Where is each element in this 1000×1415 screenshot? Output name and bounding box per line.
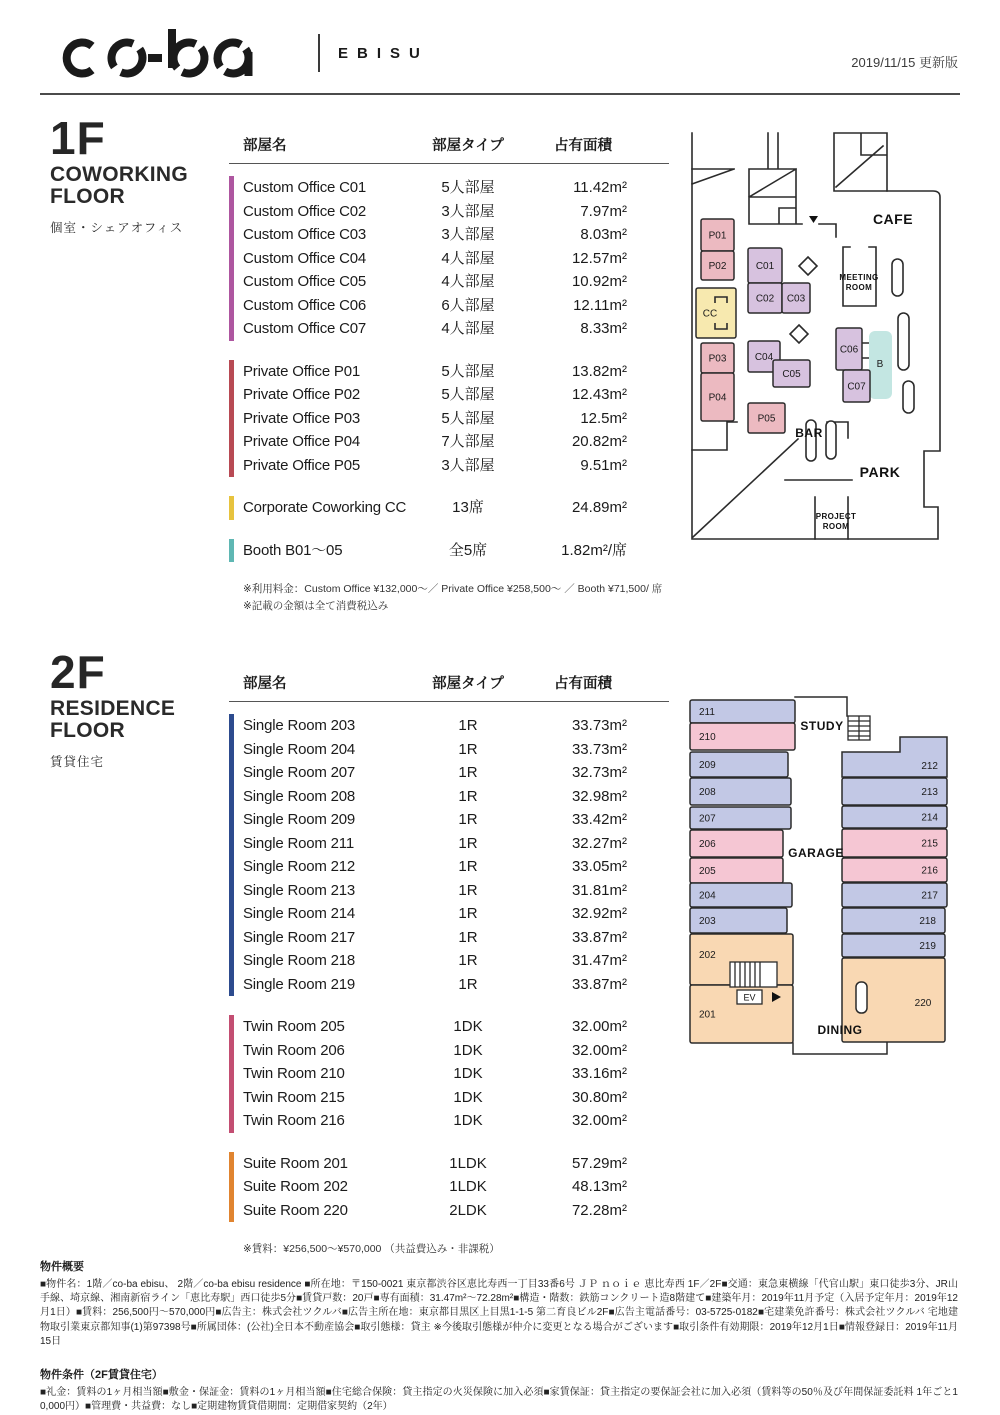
room-type: 1R (458, 952, 478, 969)
room-label-216: 216 (921, 865, 938, 877)
table-row (243, 949, 669, 973)
table-row (243, 176, 669, 200)
room-name: Single Room 209 (243, 811, 356, 828)
property-overview-body: ■物件名：1階／co-ba ebisu、 2階／co-ba ebisu residence ■所在地：〒150-0021 東京都渋谷区恵比寿西一丁目33番6号 ＪＰ ｎｏｉｅ 恵比寿西 1F／2F■交通：東急東横線「代官山駅」東口徒歩3分、JR山手線、埼京線、湘南新宿ライン「恵比寿駅」西口徒歩5分■賃貸戸数：20戸■専有面積：31.47m²〜72.28m²■構造・階数：鉄筋コンクリート造8階建て■建築年月：2019年11月予定（入居予定年月：2019年12月1日）■賃料：256,500円〜570,000円■広告主：株式会社ツクルバ■広告主所在地：東京都目黒区上目黒1-1-5 第二育良ビル2F■広告主電話番号：03-5725-0182■宅建業免許番号：株式会社ツクルバ 宅地建物取引業東京都知事(1)第97398号■所属団体：(公社)全日本不動産協会■取引態様：貸主 ※今後取引態様が仲介に変更となる場合がございます■取引条件有効期限：2019年12月1日■情報登録日：2019年11月15日 (40, 1279, 958, 1347)
elevator-label: EV (743, 992, 756, 1003)
room-area: 8.33m² (580, 320, 627, 337)
table-row (243, 360, 669, 384)
floor1-title-line2: FLOOR (50, 185, 125, 208)
table-row (243, 294, 669, 318)
room-area: 31.81m² (571, 881, 627, 899)
table-diamond-icon (790, 325, 808, 343)
property-conditions-title: 物件条件（2F賃貸住宅） (40, 1369, 163, 1382)
plan1-hall-wall (819, 224, 836, 237)
sofa-icon (903, 381, 914, 413)
room-name: Booth B01〜05 (243, 541, 343, 559)
property-conditions-body: ■礼金：賃料の1ヶ月相当額■敷金・保証金：賃料の1ヶ月相当額■住宅総合保険：貸主指定の火災保険に加入必須■家賃保証：貸主指定の要保証会社に加入必須（賃料等の50％及び年間保証委託料 1年ごと10,000円）■管理費・共益費：なし■定期建物賃貸借期間：定期借家契約（2年） (40, 1387, 958, 1413)
room-label-202: 202 (699, 950, 716, 961)
floor2-room-table (229, 672, 669, 1258)
table-row (243, 714, 669, 738)
park-label: PARK (859, 464, 901, 480)
room-label-c05: C05 (782, 369, 801, 380)
room-type: 1DK (453, 1018, 483, 1035)
room-area: 32.00m² (571, 1018, 627, 1035)
room-area: 12.43m² (571, 386, 627, 403)
floor1-table-body (229, 176, 669, 562)
floor1-heading (50, 112, 230, 236)
table-row (243, 539, 669, 563)
room-name: Twin Room 216 (243, 1112, 345, 1129)
room-name: Custom Office C03 (243, 226, 367, 243)
table-row (243, 761, 669, 785)
room-name: Single Room 204 (243, 740, 356, 758)
room-group-twin (229, 1015, 669, 1133)
floor2-notes (229, 1241, 669, 1258)
room-name: Single Room 208 (243, 787, 356, 805)
table-row (243, 1086, 669, 1110)
floor2-number: 2F (50, 646, 106, 698)
table-row (243, 738, 669, 762)
room-name: Custom Office C06 (243, 296, 367, 314)
floor1-subtitle: 個室・シェアオフィス (50, 221, 184, 235)
bar-label: BAR (795, 426, 823, 440)
room-area: 12.11m² (573, 296, 627, 314)
room-label-c01: C01 (755, 261, 775, 272)
room-area: 33.05m² (571, 858, 627, 875)
floor2-table-body (229, 714, 669, 1222)
room-type: 5人部屋 (441, 362, 495, 380)
logo-location-label: EBISU (338, 44, 429, 62)
room-group-private (229, 360, 669, 478)
room-type: 1R (458, 975, 478, 993)
meeting-room-label-1: MEETING (839, 273, 879, 282)
plan2-study-wall (795, 697, 847, 716)
room-label-p03: P03 (708, 353, 727, 365)
room-area: 33.73m² (571, 717, 627, 734)
room-type: 1DK (453, 1112, 483, 1129)
table-row (243, 454, 669, 478)
room-area: 33.16m² (571, 1065, 627, 1082)
room-label-c07: C07 (847, 381, 866, 393)
room-area: 32.92m² (571, 905, 627, 922)
table-row (243, 1199, 669, 1223)
floor2-title-line2: FLOOR (50, 719, 125, 742)
bar-counter-icon (826, 421, 836, 459)
table-row (243, 317, 669, 341)
table-row (243, 785, 669, 809)
room-name: Single Room 213 (243, 881, 356, 899)
room-label-218: 218 (919, 916, 936, 927)
room-type: 1R (458, 740, 478, 758)
room-name: Suite Room 202 (243, 1178, 348, 1195)
col-header-room-area: 占有面積 (554, 138, 612, 154)
logo-divider (318, 34, 320, 72)
table-row (243, 1062, 669, 1086)
brand-header (52, 24, 429, 82)
room-group-custom (229, 176, 669, 341)
room-name: Private Office P05 (243, 456, 361, 474)
room-type: 1DK (453, 1065, 483, 1082)
room-area: 7.97m² (580, 202, 627, 220)
room-name: Suite Room 220 (243, 1201, 348, 1219)
entrance-arrow-icon (809, 216, 818, 223)
room-type: 2LDK (449, 1201, 487, 1219)
table-row (243, 1175, 669, 1199)
sofa-icon (892, 259, 903, 296)
room-area: 24.89m² (571, 499, 627, 516)
table-row (243, 223, 669, 247)
room-area: 33.73m² (571, 740, 627, 758)
room-type: 1DK (453, 1088, 483, 1106)
floor2-note-1: ※賃料：¥256,500〜¥570,000 （共益費込み・非課税） (243, 1243, 500, 1255)
floor2-floorplan (680, 690, 950, 1060)
room-type: 1R (458, 811, 478, 828)
table-row (243, 926, 669, 950)
room-area: 11.42m² (573, 179, 627, 196)
room-type: 4人部屋 (441, 273, 495, 290)
closet-icon (856, 982, 867, 1013)
plan1-storage-room (834, 133, 887, 191)
room-type: 1DK (453, 1041, 483, 1059)
room-label-209: 209 (699, 760, 716, 771)
room-label-207: 207 (699, 813, 716, 825)
sofa-icon (898, 313, 909, 370)
room-name: Custom Office C04 (243, 249, 367, 267)
room-name: Single Room 203 (243, 717, 356, 734)
room-type: 5人部屋 (441, 386, 495, 403)
room-label-212: 212 (921, 761, 938, 772)
room-type: 13席 (452, 499, 484, 516)
room-type: 1R (458, 764, 478, 781)
property-overview-title: 物件概要 (40, 1261, 84, 1273)
room-name: Private Office P03 (243, 409, 361, 427)
room-label-p05: P05 (757, 413, 776, 425)
room-type: 7人部屋 (441, 433, 495, 450)
room-name: Twin Room 215 (243, 1088, 345, 1106)
col-header-room-area: 占有面積 (554, 676, 612, 692)
room-type: 1R (458, 881, 478, 899)
room-label-cc: CC (702, 308, 718, 320)
room-name: Twin Room 206 (243, 1041, 345, 1059)
room-type: 1R (458, 787, 478, 805)
floor1-notes (229, 581, 669, 615)
room-group-single (229, 714, 669, 996)
room-type: 1R (458, 928, 478, 946)
meeting-room-label-2: ROOM (845, 283, 873, 292)
room-label-208: 208 (699, 787, 716, 798)
room-area: 32.00m² (571, 1041, 627, 1059)
room-label-210: 210 (699, 732, 716, 743)
room-label-c02: C02 (755, 293, 775, 305)
room-type: 全5席 (448, 541, 488, 559)
table-row (243, 200, 669, 224)
room-label-217: 217 (921, 890, 938, 902)
room-label-c04: C04 (754, 352, 774, 363)
floor1-table-header (229, 134, 669, 164)
room-area: 30.80m² (571, 1088, 627, 1106)
room-name: Private Office P02 (243, 386, 361, 403)
room-type: 3人部屋 (441, 226, 495, 243)
floor1-room-table (229, 134, 669, 615)
room-type: 1LDK (449, 1178, 487, 1195)
col-header-room-type: 部屋タイプ (432, 138, 504, 154)
room-label-220: 220 (914, 998, 932, 1009)
plan1-diagonal-wall (693, 439, 798, 537)
table-row (243, 383, 669, 407)
room-area: 1.82m²/席 (561, 541, 627, 559)
room-label-c03: C03 (786, 293, 806, 305)
floor2-subtitle: 賃貸住宅 (50, 755, 105, 769)
project-room-label-1: PROJECT (815, 512, 857, 521)
table-row (243, 496, 669, 520)
room-label-203: 203 (699, 916, 716, 927)
table-row (243, 902, 669, 926)
room-group-suite (229, 1152, 669, 1223)
room-area: 9.51m² (580, 456, 627, 474)
header-rule (40, 93, 960, 95)
floor1-note-2: ※記載の金額は全て消費税込み (243, 600, 389, 612)
study-label: STUDY (800, 719, 844, 733)
room-group-corporate (229, 496, 669, 520)
room-name: Custom Office C07 (243, 320, 367, 337)
room-label-219: 219 (919, 941, 936, 952)
room-area: 10.92m² (571, 273, 627, 290)
room-area: 33.87m² (571, 928, 627, 946)
room-name: Custom Office C02 (243, 202, 367, 220)
col-header-room-name: 部屋名 (243, 138, 287, 154)
floor2-table-header (229, 672, 669, 702)
table-row (243, 973, 669, 997)
room-name: Single Room 218 (243, 952, 356, 969)
table-row (243, 855, 669, 879)
col-header-room-type: 部屋タイプ (432, 676, 504, 692)
room-area: 57.29m² (571, 1154, 627, 1172)
room-area: 72.28m² (571, 1201, 627, 1219)
room-name: Suite Room 201 (243, 1154, 348, 1172)
room-label-205: 205 (699, 866, 716, 877)
room-area: 33.42m² (571, 811, 627, 828)
room-name: Single Room 211 (243, 834, 354, 852)
room-type: 3人部屋 (441, 456, 495, 474)
plan1-step-wall (692, 422, 737, 450)
table-row (243, 270, 669, 294)
room-label-c06: C06 (839, 344, 859, 356)
booth-strip-label: B (876, 359, 884, 370)
room-name: Single Room 207 (243, 764, 356, 781)
room-name: Corporate Coworking CC (243, 499, 407, 516)
room-label-211: 211 (699, 707, 715, 718)
room-area: 32.27m² (571, 834, 627, 852)
table-row (243, 247, 669, 271)
room-label-215: 215 (921, 838, 938, 850)
room-type: 3人部屋 (441, 202, 495, 220)
table-row (243, 1152, 669, 1176)
room-area: 33.87m² (571, 975, 627, 993)
table-row (243, 832, 669, 856)
coba-logo (52, 24, 300, 82)
room-label-206: 206 (699, 839, 716, 850)
room-name: Twin Room 210 (243, 1065, 345, 1082)
room-area: 31.47m² (571, 952, 627, 969)
room-area: 48.13m² (571, 1178, 627, 1195)
col-header-room-name: 部屋名 (243, 676, 287, 692)
plan1-wc-walls (749, 133, 802, 224)
floor1-floorplan (670, 120, 1000, 560)
room-type: 4人部屋 (441, 320, 495, 337)
project-room-label-2: ROOM (822, 522, 850, 531)
stairs-icon (730, 962, 777, 987)
room-type: 1LDK (449, 1154, 487, 1172)
table-row (243, 407, 669, 431)
room-type: 1R (458, 858, 478, 875)
room-label-p04: P04 (708, 392, 727, 404)
plan1-entry-door-swing (692, 169, 734, 184)
floor2-heading (50, 646, 230, 770)
room-group-booth (229, 539, 669, 563)
plan2-dining-wall (793, 1042, 887, 1054)
floor1-title-line1: COWORKING (50, 163, 189, 186)
room-type: 1R (458, 834, 478, 852)
room-label-204: 204 (699, 890, 716, 902)
room-type: 5人部屋 (441, 409, 495, 427)
footer (40, 1258, 958, 1414)
room-type: 5人部屋 (441, 179, 495, 196)
room-name: Custom Office C05 (243, 273, 367, 290)
cafe-label: CAFE (872, 211, 914, 227)
room-type: 4人部屋 (441, 249, 495, 267)
room-type: 1R (458, 905, 478, 922)
room-area: 32.73m² (571, 764, 627, 781)
room-area: 32.00m² (571, 1112, 627, 1129)
room-name: Single Room 214 (243, 905, 356, 922)
room-name: Single Room 212 (243, 858, 356, 875)
room-area: 32.98m² (571, 787, 627, 805)
table-row (243, 430, 669, 454)
room-name: Twin Room 205 (243, 1018, 345, 1035)
room-label-214: 214 (921, 812, 938, 824)
room-type: 1R (458, 717, 478, 734)
table-row (243, 1039, 669, 1063)
floor1-number: 1F (50, 112, 106, 164)
room-label-p01: P01 (708, 230, 727, 242)
room-area: 12.5m² (580, 409, 627, 427)
room-label-201: 201 (699, 1009, 716, 1021)
room-name: Single Room 219 (243, 975, 356, 993)
room-name: Single Room 217 (243, 928, 356, 946)
table-diamond-icon (799, 257, 817, 275)
room-name: Private Office P04 (243, 433, 361, 450)
update-date: 2019/11/15 更新版 (851, 55, 958, 70)
stairs-icon (848, 716, 870, 740)
room-name: Custom Office C01 (243, 179, 367, 196)
room-name: Private Office P01 (243, 362, 361, 380)
floor2-title-line1: RESIDENCE (50, 697, 176, 720)
floor1-note-1: ※利用料金：Custom Office ¥132,000〜／ Private Office ¥258,500〜 ／ Booth ¥71,500/ 席 (243, 583, 663, 595)
room-type: 6人部屋 (441, 296, 495, 314)
room-area: 8.03m² (580, 226, 627, 243)
table-row (243, 879, 669, 903)
room-label-p02: P02 (708, 261, 727, 272)
garage-label: GARAGE (788, 846, 844, 860)
room-area: 13.82m² (571, 362, 627, 380)
room-area: 20.82m² (571, 433, 627, 450)
table-row (243, 808, 669, 832)
dining-label: DINING (817, 1023, 863, 1037)
table-row (243, 1015, 669, 1039)
table-row (243, 1109, 669, 1133)
room-label-213: 213 (921, 787, 938, 798)
logo-letter-o (105, 36, 148, 79)
logo-letter-c (67, 43, 92, 74)
room-area: 12.57m² (571, 249, 627, 267)
